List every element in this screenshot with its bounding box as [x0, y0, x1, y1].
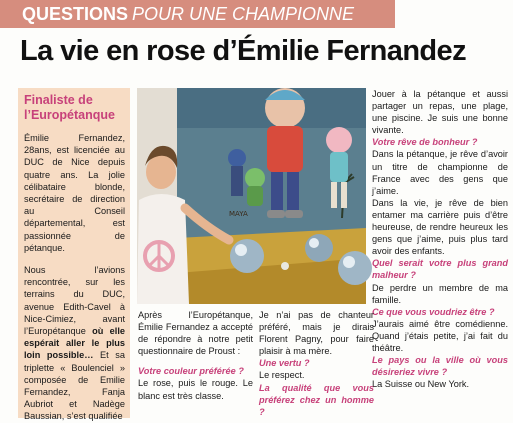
petanque-ball-3-shine — [343, 256, 355, 268]
question-color: Votre couleur préférée ? — [138, 366, 244, 377]
pink-character-body — [330, 152, 348, 182]
character-shirt — [267, 126, 303, 172]
pink-character-leg — [331, 182, 337, 208]
question-would-be: Ce que vous voudriez être ? — [372, 306, 495, 317]
body-column-2 — [259, 309, 374, 418]
green-character-body — [247, 186, 263, 206]
answer-virtue: Le respect. — [259, 370, 305, 381]
right-column — [372, 88, 508, 390]
petanque-ball-2 — [305, 234, 333, 262]
question-quality: La qualité que vous préférez chez un homme ? — [259, 382, 374, 417]
body-column-1 — [138, 309, 253, 402]
sidebar-box — [18, 88, 130, 422]
character-leg-left — [271, 172, 283, 212]
question-virtue: Une vertu ? — [259, 358, 310, 369]
character-leg-right — [287, 172, 299, 212]
article-photo — [137, 88, 366, 304]
question-misfortune: Quel serait votre plus grand malheur ? — [372, 258, 508, 281]
section-banner — [0, 0, 395, 28]
sidebar-paragraph-1: Émilie Fernandez, 28ans, est licenciée au DUC de Nice depuis quatre ans. La jolie célibataire blonde, secrétaire de direction au Conseil départemental, est passionnée de pétanque. — [24, 133, 125, 253]
col1-intro: Après l’Europétanque, Émilie Fernandez a accepté de répondre à notre petit questionnaire de Proust : — [138, 310, 253, 357]
banner-kicker: QUESTIONS — [22, 4, 129, 24]
answer-color: Le rose, puis le rouge. Le blanc est très classe. — [138, 378, 253, 401]
petanque-ball-1-shine — [235, 244, 247, 256]
question-place: Le pays ou la ville où vous désireriez vivre ? — [372, 355, 508, 378]
question-dream: Votre rêve de bonheur ? — [372, 137, 478, 148]
blue-character-body — [231, 166, 243, 196]
petanque-ball-2-shine — [309, 238, 319, 248]
sidebar-title: Finaliste de l’Europétanque — [24, 93, 115, 122]
character-shoe-right — [285, 210, 303, 218]
character-shoe-left — [267, 210, 285, 218]
sidebar-p2-end: Et sa triplette « Boulenciel » composée de Emilie Fernandez, Fanja Aubriot et Nadège Baussian, s’est qualifiée — [24, 350, 125, 422]
answer-dream-1: Dans la pétanque, je rêve d’avoir un titre de championne de France avec des gens que j’aime. — [372, 149, 508, 196]
green-character-head — [245, 168, 265, 188]
sidebar-p2-start: Nous l’avions rencontrée, sur les terrains du DUC, avenue Edith-Cavel à Nice-Cimiez, avant l’Europétanque — [24, 265, 125, 337]
answer-would-be: J’aurais aimé être comédienne. Quand j’étais petite, j’ai fait du théâtre. — [372, 318, 508, 353]
col2-text: Je n’ai pas de chanteur préféré, mais je dirais Florent Pagny, pour faire plaisir à ma mère. — [259, 310, 374, 357]
answer-dream-2: Dans la vie, je rêve de bien entamer ma carrière puis d’être heureuse, de rendre heureux les gens que j’aime, puis plus tard avoir des enfants. — [372, 197, 508, 257]
answer-misfortune: De perdre un membre de ma famille. — [372, 282, 508, 305]
banner-subkicker: POUR UNE CHAMPIONNE — [132, 4, 355, 24]
woman-face — [146, 155, 176, 189]
pink-character-head — [326, 127, 352, 153]
answer-place: La Suisse ou New York. — [372, 379, 470, 390]
petanque-ball-3 — [338, 251, 372, 285]
petanque-ball-1 — [230, 239, 264, 273]
cochonnet — [281, 262, 289, 270]
sidebar-paragraph-2 — [24, 264, 125, 423]
blue-character-head — [228, 149, 246, 167]
right-text-1: Jouer à la pétanque et aussi partager un repas, une plage, une piscine. Je suis une bonne vivante. — [372, 89, 508, 136]
pink-character-leg-2 — [341, 182, 347, 208]
photo-illustration — [137, 88, 366, 304]
sidebar-p2-bold: où elle espérait aller le plus loin possible… — [24, 326, 125, 361]
article-headline: La vie en rose d’Émilie Fernandez — [20, 35, 466, 67]
mural-signature: MAYA — [229, 210, 248, 218]
